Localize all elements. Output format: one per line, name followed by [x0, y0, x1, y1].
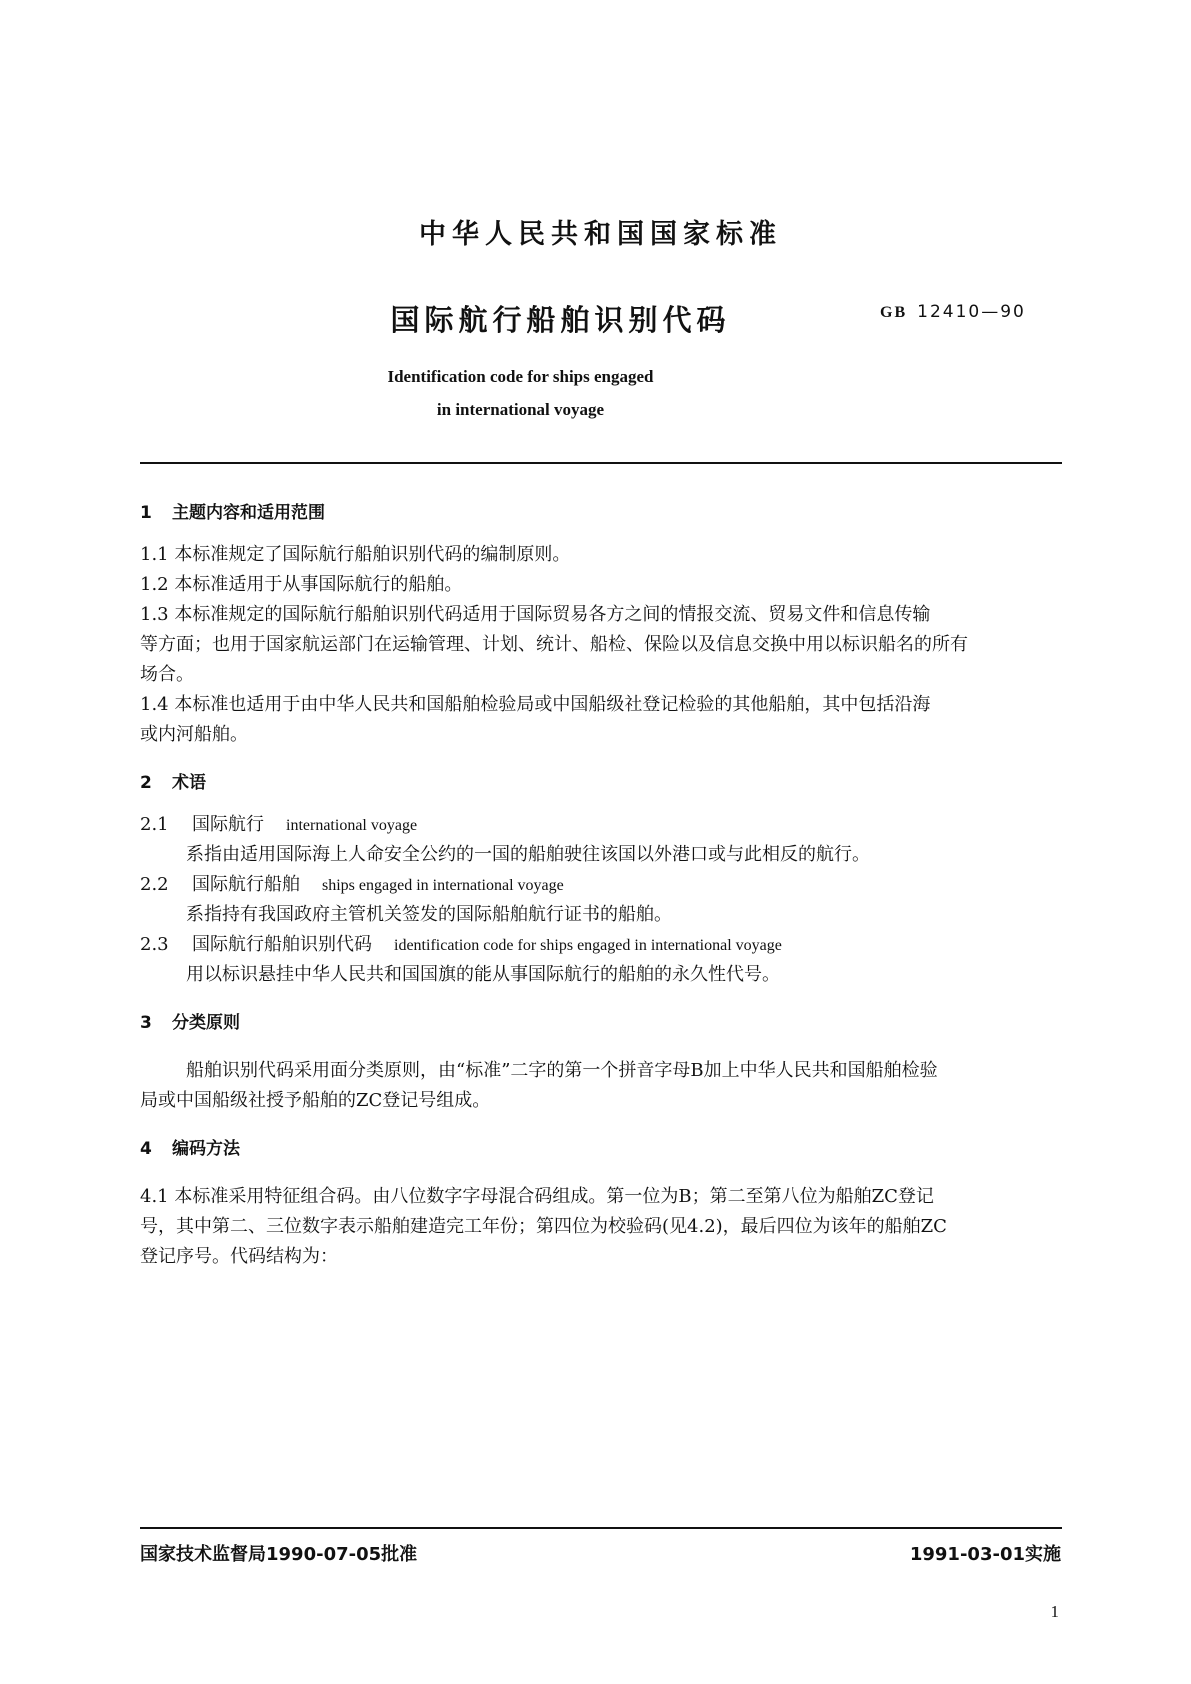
term-number: 2.1 [140, 814, 169, 835]
term-number: 2.2 [140, 874, 169, 895]
term-2-1-definition: 系指由适用国际海上人命安全公约的一国的船舶驶往该国以外港口或与此相反的航行。 [186, 844, 870, 865]
standard-code [880, 302, 1026, 322]
clause-4-1-line-2: 号，其中第二、三位数字表示船舶建造完工年份；第四位为校验码(见4.2)，最后四位为该年的船舶ZC [140, 1216, 947, 1237]
section-3-paragraph-line-1: 船舶识别代码采用面分类原则，由“标准”二字的第一个拼音字母B加上中华人民共和国船舶检验 [186, 1060, 938, 1081]
english-title-line-1: Identification code for ships engaged [387, 367, 654, 386]
footer-divider [140, 1527, 1062, 1529]
clause-1-3-line-3: 场合。 [140, 664, 194, 685]
clause-1-1: 1.1 本标准规定了国际航行船舶识别代码的编制原则。 [140, 544, 571, 565]
clause-4-1-line-1: 4.1 本标准采用特征组合码。由八位数字字母混合码组成。第一位为B；第二至第八位为船舶ZC登记 [140, 1186, 934, 1207]
section-number: 1 [140, 503, 152, 523]
term-cn: 国际航行船舶 [192, 874, 300, 895]
section-1-heading [140, 498, 1062, 528]
english-title-line-2: in international voyage [436, 400, 605, 419]
section-2-heading [140, 768, 1062, 798]
document-title: 国际航行船舶识别代码 [390, 303, 731, 337]
section-3-paragraph-line-2: 局或中国船级社授予船舶的ZC登记号组成。 [140, 1090, 491, 1111]
standard-code-number: 12410—90 [917, 302, 1026, 322]
implementation-date: 1991-03-01实施 [909, 1544, 1061, 1565]
page-number: 1 [1050, 1602, 1059, 1621]
clause-1-4-line-2: 或内河船舶。 [140, 724, 248, 745]
term-2-2 [140, 870, 1062, 900]
section-number: 2 [140, 773, 152, 793]
section-title: 术语 [172, 773, 206, 793]
term-2-3 [140, 930, 1062, 960]
clause-1-2: 1.2 本标准适用于从事国际航行的船舶。 [140, 574, 463, 595]
section-title: 分类原则 [172, 1013, 240, 1033]
term-en: international voyage [286, 817, 418, 834]
term-en: ships engaged in international voyage [322, 877, 564, 894]
section-number: 3 [140, 1013, 152, 1033]
term-2-2-definition: 系指持有我国政府主管机关签发的国际船舶航行证书的船舶。 [186, 904, 672, 925]
section-title: 主题内容和适用范围 [172, 503, 325, 523]
clause-4-1-line-3: 登记序号。代码结构为： [140, 1246, 338, 1267]
section-title: 编码方法 [172, 1139, 240, 1159]
clause-1-3-line-1: 1.3 本标准规定的国际航行船舶识别代码适用于国际贸易各方之间的情报交流、贸易文件和信息传输 [140, 604, 931, 625]
document-body [140, 498, 1062, 1272]
term-2-3-definition: 用以标识悬挂中华人民共和国国旗的能从事国际航行的船舶的永久性代号。 [186, 964, 780, 985]
term-number: 2.3 [140, 934, 169, 955]
term-cn: 国际航行船舶识别代码 [192, 934, 372, 955]
clause-1-3-line-2: 等方面；也用于国家航运部门在运输管理、计划、统计、船检、保险以及信息交换中用以标识船名的所有 [140, 634, 968, 655]
section-4-heading [140, 1134, 1062, 1164]
approval-date: 国家技术监督局1990-07-05批准 [140, 1544, 418, 1565]
section-3-heading [140, 1008, 1062, 1038]
header-divider [140, 462, 1062, 464]
term-2-1 [140, 810, 1062, 840]
english-title [0, 360, 1191, 426]
term-cn: 国际航行 [192, 814, 264, 835]
national-standard-heading: 中华人民共和国国家标准 [419, 219, 782, 250]
section-number: 4 [140, 1139, 152, 1159]
term-en: identification code for ships engaged in international voyage [394, 937, 782, 954]
standard-code-prefix: GB [880, 304, 908, 321]
clause-1-4-line-1: 1.4 本标准也适用于由中华人民共和国船舶检验局或中国船级社登记检验的其他船舶，其中包括沿海 [140, 694, 931, 715]
